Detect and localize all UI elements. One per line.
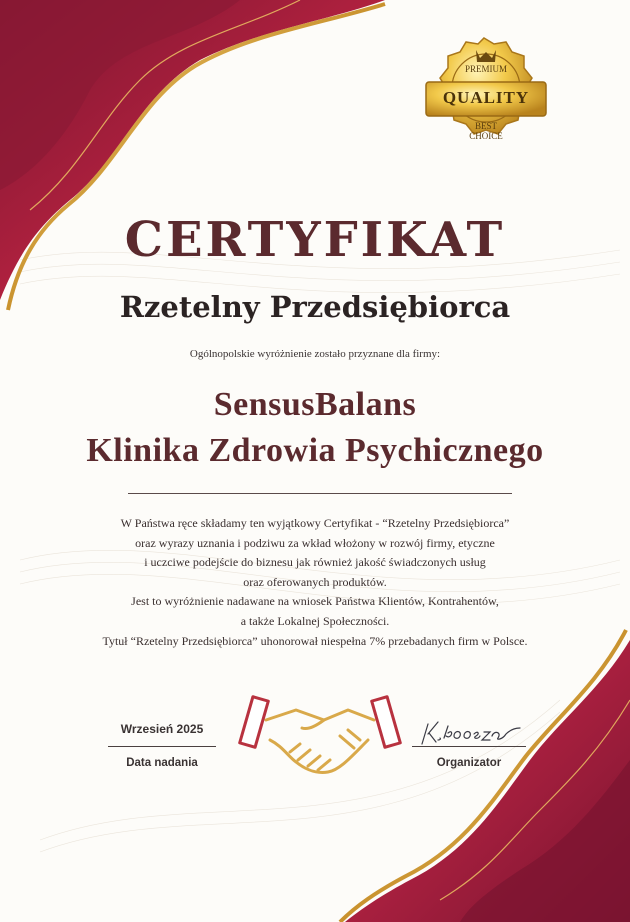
seal-premium-label: PREMIUM [464,64,507,74]
seal-choice-label: CHOICE [469,131,503,141]
body-line: W Państwa ręce składamy ten wyjątkowy Certyfikat - “Rzetelny Przedsiębiorca” [120,516,510,530]
handshake-icon [236,690,404,788]
certificate-subtitle: Rzetelny Przedsiębiorca [119,290,511,324]
quality-seal-icon [426,38,546,134]
seal-quality-label: QUALITY [442,88,530,107]
seal-best-label: BEST [474,121,497,131]
body-line: i uczciwe podejście do biznesu jak również jakość świadczonych usług [144,555,486,570]
body-line: Tytuł “Rzetelny Przedsiębiorca” uhonorował niespełna 7% przebadanych firm w Polsce. [102,633,528,648]
organizer-signature-icon [418,718,524,748]
company-name-line1: SensusBalans [213,386,417,423]
body-line: oraz oferowanych produktów. [243,574,387,589]
body-line: Jest to wyróżnienie nadawane na wniosek Państwa Klientów, Kontrahentów, [131,594,499,609]
certificate-body [0,514,630,651]
certificate-title: CERTYFIKAT [124,212,506,268]
organizer-underline [412,746,526,747]
issue-date-label: Data nadania [126,757,198,769]
body-line: a także Lokalnej Społeczności. [240,613,390,628]
divider [128,493,512,494]
date-underline [108,746,216,747]
awarded-text: Ogólnopolskie wyróżnienie zostało przyznane dla firmy: [189,348,441,360]
body-line: oraz wyrazy uznania i podziwu za wkład włożony w rozwój firmy, etyczne [135,535,495,550]
organizer-label: Organizator [436,757,502,769]
issue-date: Wrzesień 2025 [120,722,204,736]
company-name-line2: Klinika Zdrowia Psychicznego [86,432,544,469]
